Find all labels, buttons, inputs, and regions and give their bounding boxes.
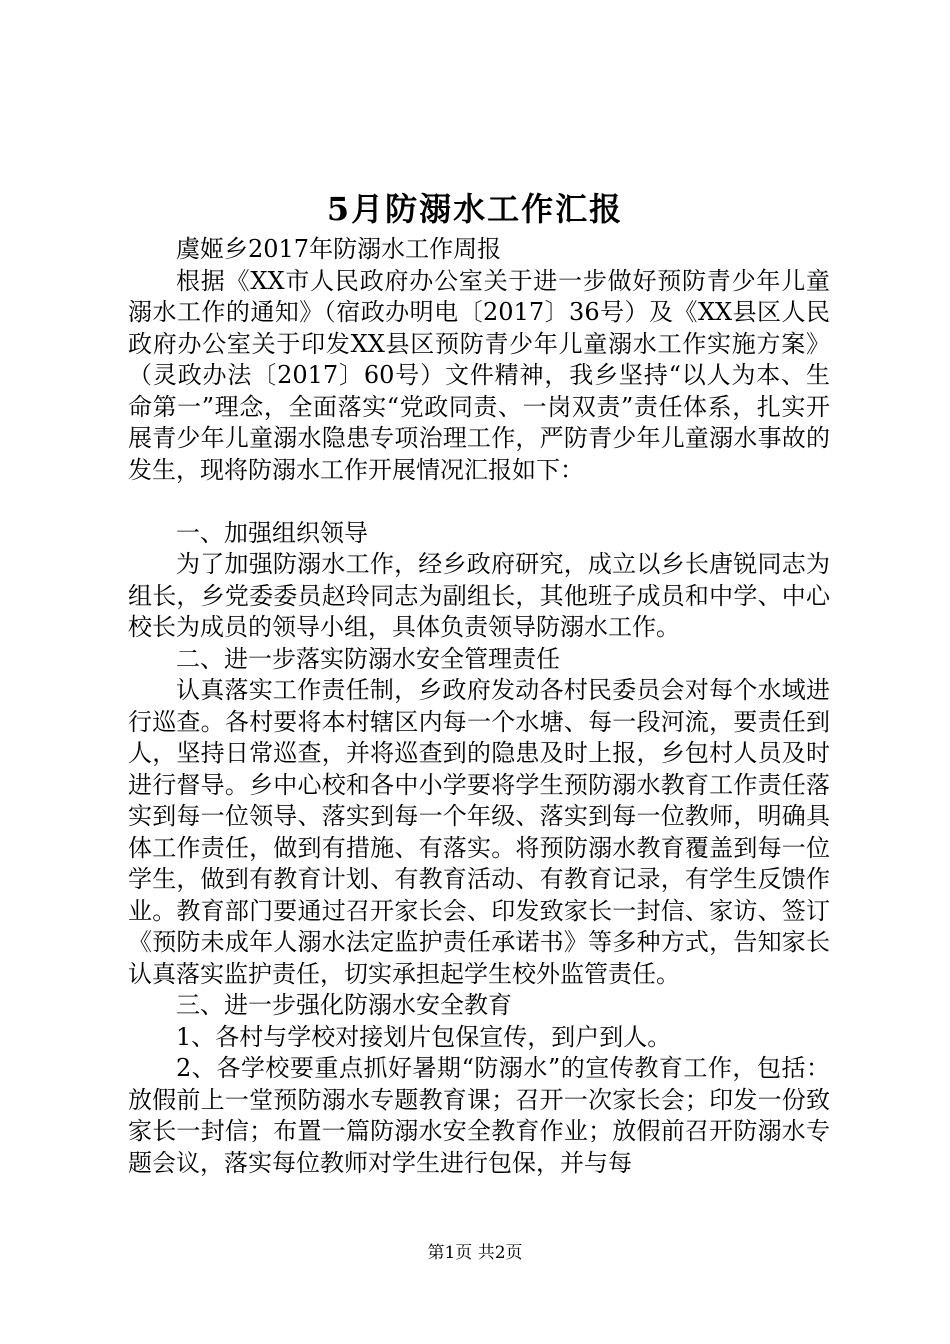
section-paragraph-2: 认真落实工作责任制，乡政府发动各村民委员会对每个水域进行巡查。各村要将本村辖区内每一个水塘、每一段河流，要责任到人，坚持日常巡查，并将巡查到的隐患及时上报，乡包村人员及时进行督导。乡中心校和各中小学要将学生预防溺水教育工作责任落实到每一位领导、落实到每一个年级、落实到每一位教师，明确具体工作责任，做到有措施、有落实。将预防溺水教育覆盖到每一位学生，做到有教育计划、有教育活动、有教育记录，有学生反馈作业。教育部门要通过召开家长会、印发致家长一封信、家访、签订《预防未成年人溺水法定监护责任承诺书》等多种方式，告知家长认真落实监护责任，切实承担起学生校外监管责任。 bbox=[128, 676, 830, 988]
list-item-2: 2、各学校要重点抓好暑期“防溺水”的宣传教育工作，包括：放假前上一堂预防溺水专题教育课；召开一次家长会；印发一份致家长一封信；布置一篇防溺水安全教育作业；放假前召开防溺水专题会议，落实每位教师对学生进行包保，并与每 bbox=[128, 1054, 830, 1177]
section-paragraph-1: 为了加强防溺水工作，经乡政府研究，成立以乡长唐锐同志为组长，乡党委委员赵玲同志为副组长，其他班子成员和中学、中心校长为成员的领导小组，具体负责领导防溺水工作。 bbox=[128, 550, 830, 641]
section-heading-2: 二、进一步落实防溺水安全管理责任 bbox=[176, 644, 560, 673]
list-item-1: 1、各村与学校对接划片包保宣传，到户到人。 bbox=[176, 1022, 672, 1051]
section-heading-3: 三、进一步强化防溺水安全教育 bbox=[176, 991, 512, 1019]
intro-paragraph: 根据《XX市人民政府办公室关于进一步做好预防青少年儿童溺水工作的通知》（宿政办明电〔2017〕36号）及《XX县区人民政府办公室关于印发XX县区预防青少年儿童溺水工作实施方案》（灵政办法〔2017〕60号）文件精神，我乡坚持“以人为本、生命第一”理念，全面落实“党政同责、一岗双责”责任体系，扎实开展青少年儿童溺水隐患专项治理工作，严防青少年儿童溺水事故的发生，现将防溺水工作开展情况汇报如下： bbox=[128, 266, 830, 484]
document-body bbox=[128, 234, 830, 1179]
section-heading-1: 一、加强组织领导 bbox=[176, 518, 368, 547]
page-footer: 第1页 共2页 bbox=[427, 1243, 523, 1263]
document-title: 5月防溺水工作汇报 bbox=[326, 190, 624, 228]
subtitle-paragraph: 虞姬乡2017年防溺水工作周报 bbox=[176, 235, 502, 263]
